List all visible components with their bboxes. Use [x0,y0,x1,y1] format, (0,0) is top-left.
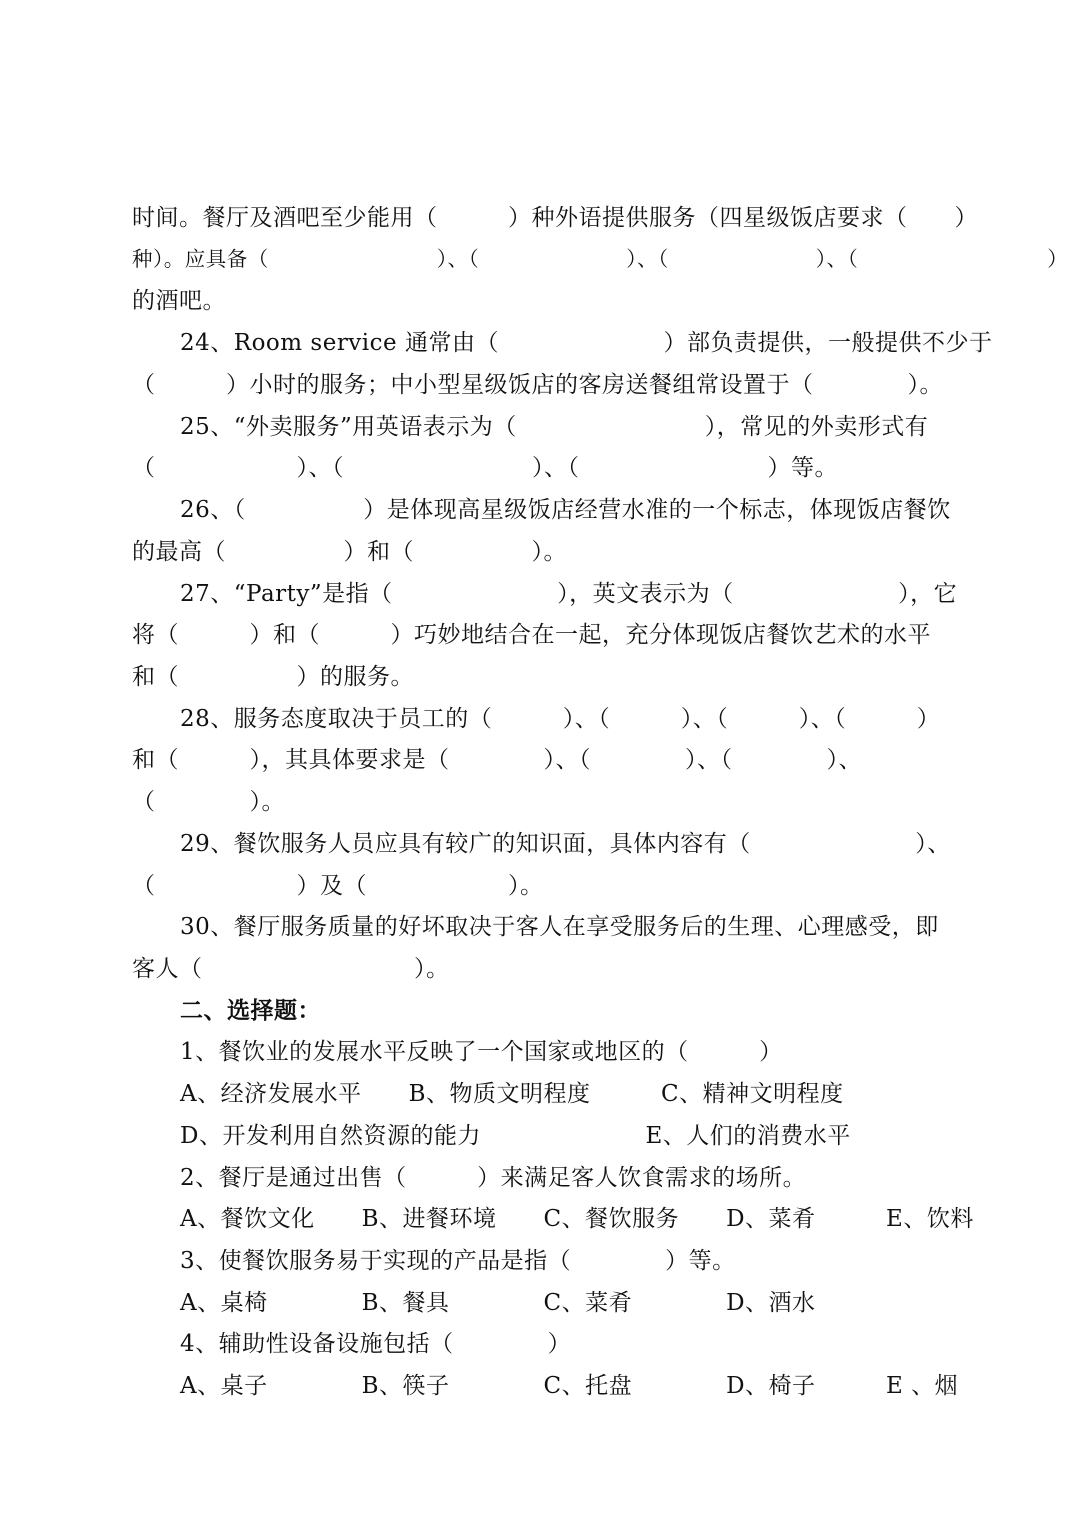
question-28: 28、服务态度取决于员工的（ ）、（ ）、（ ）、（ ） [180,706,941,732]
section-heading-choice: 二、选择题： [180,997,321,1024]
text-line-12: 和（ ）的服务。 [132,664,414,690]
text-line-3: 的酒吧。 [132,288,226,314]
text-line-19: 客人（ ）。 [132,956,450,982]
choice-3-options: A、桌椅 B、餐具 C、菜肴 D、酒水 [180,1290,816,1316]
choice-1-options-a: A、经济发展水平 B、物质文明程度 C、精神文明程度 [180,1081,844,1107]
question-24: 24、Room service 通常由（ ）部负责提供，一般提供不少于 [180,330,993,356]
text-line-14: 和（ ），其具体要求是（ ）、（ ）、（ ）、 [132,747,862,773]
question-29: 29、餐饮服务人员应具有较广的知识面，具体内容有（ ）、 [180,831,951,857]
text-line-1: 时间。餐厅及酒吧至少能用（ ）种外语提供服务（四星级饭店要求（ ） [132,205,978,231]
text-line-9: 的最高（ ）和（ ）。 [132,539,567,565]
text-line-15: （ ）。 [132,789,285,815]
text-line-11: 将（ ）和（ ）巧妙地结合在一起，充分体现饭店餐饮艺术的水平 [132,622,931,648]
question-27: 27、“Party”是指（ ），英文表示为（ ），它 [180,581,958,607]
choice-question-1: 1、餐饮业的发展水平反映了一个国家或地区的（ ） [180,1039,783,1065]
question-30: 30、餐厅服务质量的好坏取决于客人在享受服务后的生理、心理感受，即 [180,914,939,940]
text-line-7: （ ）、（ ）、（ ）等。 [132,455,838,481]
question-26: 26、（ ）是体现高星级饭店经营水准的一个标志，体现饭店餐饮 [180,497,951,523]
choice-1-options-b: D、开发利用自然资源的能力 E、人们的消费水平 [180,1123,851,1149]
text-line-17: （ ）及（ ）。 [132,873,544,899]
choice-4-options: A、桌子 B、筷子 C、托盘 D、椅子 E 、烟 [180,1373,959,1399]
choice-question-2: 2、餐厅是通过出售（ ）来满足客人饮食需求的场所。 [180,1165,807,1191]
text-line-2: 种）。应具备（ ）、（ ）、（ ）、（ ） [132,247,1069,271]
choice-question-3: 3、使餐饮服务易于实现的产品是指（ ）等。 [180,1248,736,1274]
choice-2-options: A、餐饮文化 B、进餐环境 C、餐饮服务 D、菜肴 E、饮料 [180,1206,974,1232]
question-25: 25、“外卖服务”用英语表示为（ ），常见的外卖形式有 [180,414,929,440]
text-line-5: （ ）小时的服务；中小型星级饭店的客房送餐组常设置于（ ）。 [132,372,943,398]
choice-question-4: 4、辅助性设备设施包括（ ） [180,1331,572,1357]
